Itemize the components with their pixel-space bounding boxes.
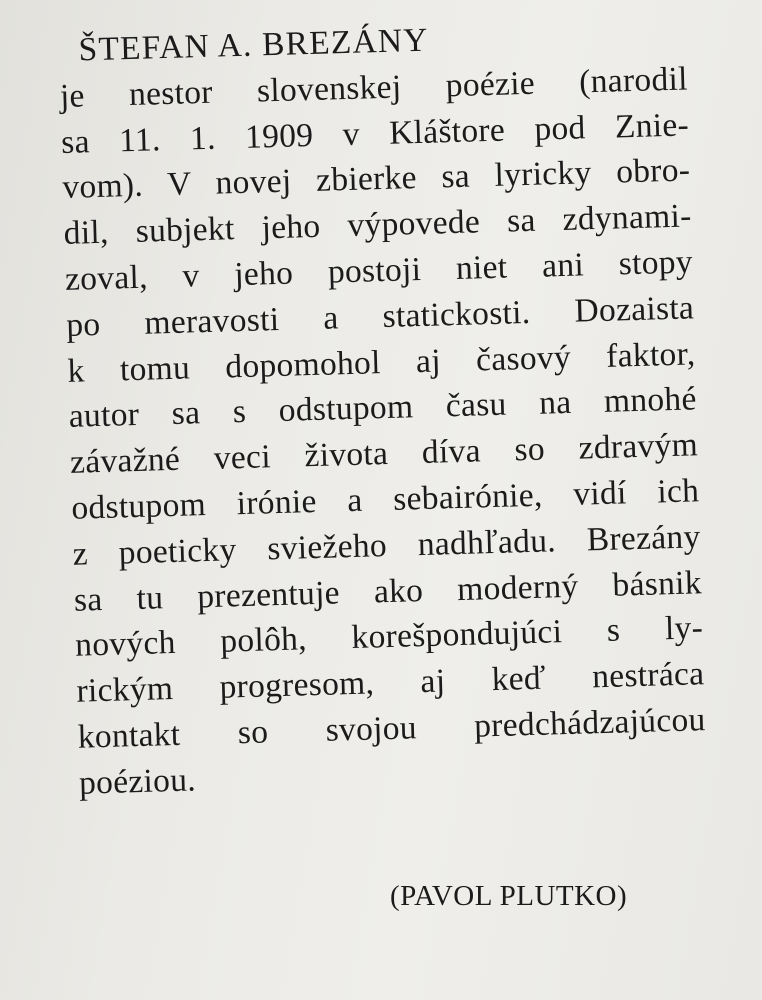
text-line: dil, subjekt jeho výpovede sa zdynami- [63,197,693,253]
text-line: je nestor slovenskej poézie (narodil [59,60,689,115]
text-line: nových polôh, korešpondujúci s ly- [74,609,704,665]
author-name-line: ŠTEFAN A. BREZÁNY [78,21,430,69]
text-line: z poeticky sviežeho nadhľadu. Brezány [72,518,701,573]
body-text [58,10,707,806]
text-line: po meravosti a statickosti. Dozaista [65,289,695,344]
text-line: vom). V novej zbierke sa lyricky obro- [61,151,691,207]
text-line: zoval, v jeho postoji niet ani stopy [64,243,694,298]
text-line: sa 11. 1. 1909 v Kláštore pod Znie- [60,106,690,161]
text-line: odstupom irónie a sebairónie, vidí ich [70,472,700,527]
signature: (PAVOL PLUTKO) [390,880,628,912]
text-line: závažné veci života díva so zdravým [69,426,699,481]
text-line: poéziou. [78,761,197,802]
text-line: k tomu dopomohol aj časový faktor, [67,334,696,390]
text-line: autor sa s odstupom času na mnohé [68,380,698,436]
text-line: rickým progresom, aj keď nestráca [76,655,705,710]
text-line: kontakt so svojou predchádzajúcou [77,701,707,756]
text-line: sa tu prezentuje ako moderný básnik [73,563,703,619]
